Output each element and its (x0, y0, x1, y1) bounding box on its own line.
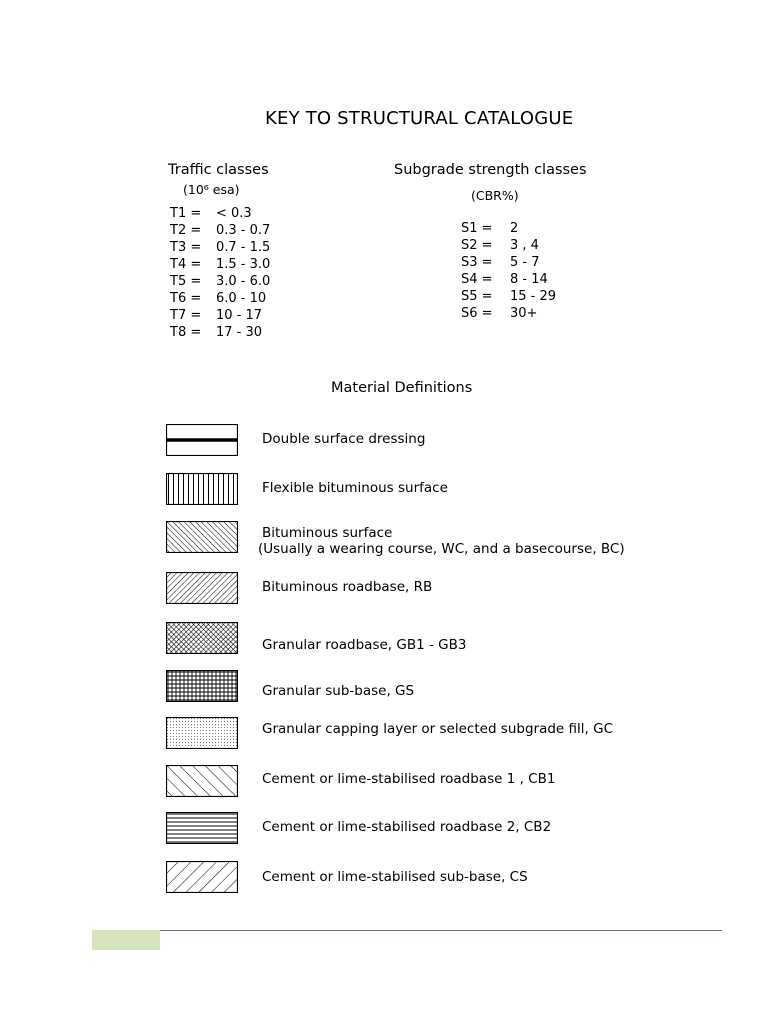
subgrade-class-label: S6 = (461, 306, 493, 321)
traffic-class-value: 0.7 - 1.5 (216, 240, 271, 255)
subgrade-classes-unit: (CBR%) (471, 188, 519, 203)
subgrade-classes-list (461, 221, 556, 323)
traffic-class-row (170, 206, 270, 223)
traffic-class-label: T7 = (170, 308, 202, 323)
traffic-class-row (170, 308, 270, 325)
traffic-class-value: 0.3 - 0.7 (216, 223, 271, 238)
subgrade-class-label: S4 = (461, 272, 493, 287)
traffic-class-row (170, 257, 270, 274)
traffic-class-label: T3 = (170, 240, 202, 255)
subgrade-class-label: S5 = (461, 289, 493, 304)
bituminous-surface-swatch (166, 521, 238, 553)
traffic-class-value: 1.5 - 3.0 (216, 257, 271, 272)
subgrade-class-row (461, 289, 556, 306)
subgrade-class-value: 8 - 14 (510, 272, 548, 287)
traffic-classes-unit: (10⁶ esa) (183, 182, 240, 197)
material-label: Cement or lime-stabilised roadbase 1 , CB1 (262, 771, 556, 787)
subgrade-class-label: S1 = (461, 221, 493, 236)
subgrade-class-value: 2 (510, 221, 519, 236)
cement-stabilised-roadbase-2-swatch (166, 812, 238, 844)
traffic-class-value: 17 - 30 (216, 325, 263, 340)
traffic-classes-heading: Traffic classes (168, 162, 269, 178)
subgrade-class-row (461, 306, 556, 323)
subgrade-class-row (461, 238, 556, 255)
material-label-detail: (Usually a wearing course, WC, and a basecourse, BC) (258, 541, 625, 557)
subgrade-class-row (461, 272, 556, 289)
material-label: Granular sub-base, GS (262, 683, 415, 699)
subgrade-class-value: 15 - 29 (510, 289, 557, 304)
traffic-class-value: 6.0 - 10 (216, 291, 267, 306)
subgrade-class-row (461, 221, 556, 238)
material-label: Double surface dressing (262, 431, 426, 447)
granular-sub-base-swatch (166, 670, 238, 702)
material-label: Bituminous roadbase, RB (262, 579, 433, 595)
material-label: Granular roadbase, GB1 - GB3 (262, 637, 467, 653)
traffic-class-value: < 0.3 (216, 206, 252, 221)
subgrade-class-label: S2 = (461, 238, 493, 253)
flexible-bituminous-surface-swatch (166, 473, 238, 505)
traffic-class-row (170, 223, 270, 240)
traffic-class-label: T4 = (170, 257, 202, 272)
traffic-class-label: T6 = (170, 291, 202, 306)
traffic-class-label: T5 = (170, 274, 202, 289)
traffic-class-row (170, 274, 270, 291)
page-title: KEY TO STRUCTURAL CATALOGUE (265, 108, 574, 129)
material-label: Bituminous surface (262, 525, 393, 541)
traffic-class-label: T8 = (170, 325, 202, 340)
subgrade-class-label: S3 = (461, 255, 493, 270)
traffic-class-label: T2 = (170, 223, 202, 238)
footer-page-marker (92, 930, 160, 950)
traffic-class-row (170, 325, 270, 342)
cement-stabilised-roadbase-1-swatch (166, 765, 238, 797)
traffic-class-row (170, 291, 270, 308)
material-label: Granular capping layer or selected subgrade fill, GC (262, 721, 613, 737)
granular-roadbase-swatch (166, 622, 238, 654)
cement-stabilised-sub-base-swatch (166, 861, 238, 893)
subgrade-class-value: 3 , 4 (510, 238, 539, 253)
traffic-class-label: T1 = (170, 206, 202, 221)
material-label: Flexible bituminous surface (262, 480, 448, 496)
subgrade-class-value: 5 - 7 (510, 255, 540, 270)
material-definitions-heading: Material Definitions (331, 380, 473, 396)
granular-capping-layer-swatch (166, 717, 238, 749)
subgrade-classes-heading: Subgrade strength classes (394, 162, 587, 178)
traffic-class-value: 10 - 17 (216, 308, 263, 323)
traffic-class-row (170, 240, 270, 257)
subgrade-class-row (461, 255, 556, 272)
traffic-class-value: 3.0 - 6.0 (216, 274, 271, 289)
bituminous-roadbase-swatch (166, 572, 238, 604)
material-label: Cement or lime-stabilised sub-base, CS (262, 869, 528, 885)
material-label: Cement or lime-stabilised roadbase 2, CB2 (262, 819, 552, 835)
double-surface-dressing-swatch (166, 424, 238, 456)
footer-divider (92, 930, 722, 931)
traffic-classes-list (170, 206, 270, 342)
subgrade-class-value: 30+ (510, 306, 538, 321)
